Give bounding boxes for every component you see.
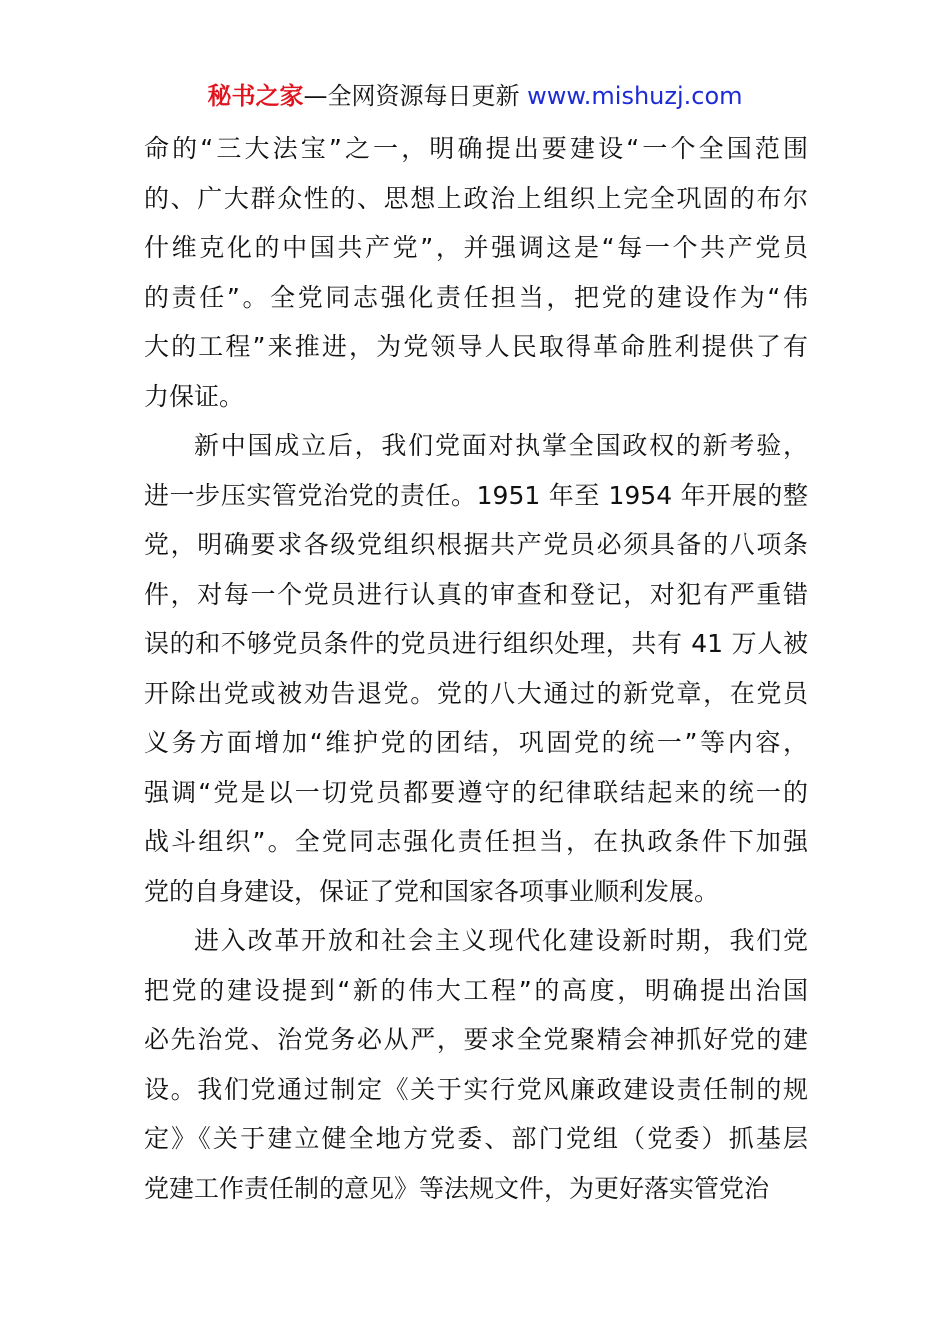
header-tagline: —全网资源每日更新 — [303, 82, 528, 110]
text-line: 战斗组织”。全党同志强化责任担当，在执政条件下加强 — [144, 827, 808, 856]
text-line: 误的和不够党员条件的党员进行组织处理，共有 41 万人被 — [144, 629, 808, 658]
text-line: 大的工程”来推进，为党领导人民取得革命胜利提供了有 — [144, 332, 808, 361]
page-header — [0, 80, 950, 112]
text-line: 义务方面增加“维护党的团结，巩固党的统一”等内容， — [144, 728, 808, 757]
text-line: 党建工作责任制的意见》等法规文件，为更好落实管党治 — [144, 1173, 770, 1203]
text-line: 党，明确要求各级党组织根据共产党员必须具备的八项条 — [144, 530, 808, 559]
text-line: 党的自身建设，保证了党和国家各项事业顺利发展。 — [144, 876, 720, 906]
text-line: 设。我们党通过制定《关于实行党风廉政建设责任制的规 — [144, 1074, 808, 1104]
text-line: 什维克化的中国共产党”，并强调这是“每一个共产党员 — [144, 233, 808, 262]
text-line: 把党的建设提到“新的伟大工程”的高度，明确提出治国 — [144, 975, 808, 1005]
text-line: 强调“党是以一切党员都要遵守的纪律联结起来的统一的 — [144, 777, 808, 807]
text-line: 开除出党或被劝告退党。党的八大通过的新党章，在党员 — [144, 678, 808, 708]
paragraph — [144, 916, 808, 1213]
text-line: 定》《关于建立健全地方党委、部门党组（党委）抓基层 — [144, 1124, 808, 1153]
header-url[interactable]: www.mishuzj.com — [527, 82, 743, 110]
text-line: 力保证。 — [144, 381, 245, 411]
text-line: 进入改革开放和社会主义现代化建设新时期，我们党 — [194, 926, 808, 955]
text-line: 的责任”。全党同志强化责任担当，把党的建设作为“伟 — [144, 282, 808, 312]
text-line: 的、广大群众性的、思想上政治上组织上完全巩固的布尔 — [144, 183, 808, 213]
text-line: 件，对每一个党员进行认真的审查和登记，对犯有严重错 — [144, 579, 808, 609]
text-line: 新中国成立后，我们党面对执掌全国政权的新考验， — [194, 431, 808, 460]
paragraph — [144, 124, 808, 421]
brand-name: 秘书之家 — [207, 82, 304, 110]
document-body — [144, 124, 808, 1213]
text-line: 命的“三大法宝”之一，明确提出要建设“一个全国范围 — [144, 134, 808, 163]
paragraph — [144, 421, 808, 916]
text-line: 必先治党、治党务必从严，要求全党聚精会神抓好党的建 — [144, 1025, 808, 1054]
text-line: 进一步压实管党治党的责任。1951 年至 1954 年开展的整 — [144, 480, 808, 510]
